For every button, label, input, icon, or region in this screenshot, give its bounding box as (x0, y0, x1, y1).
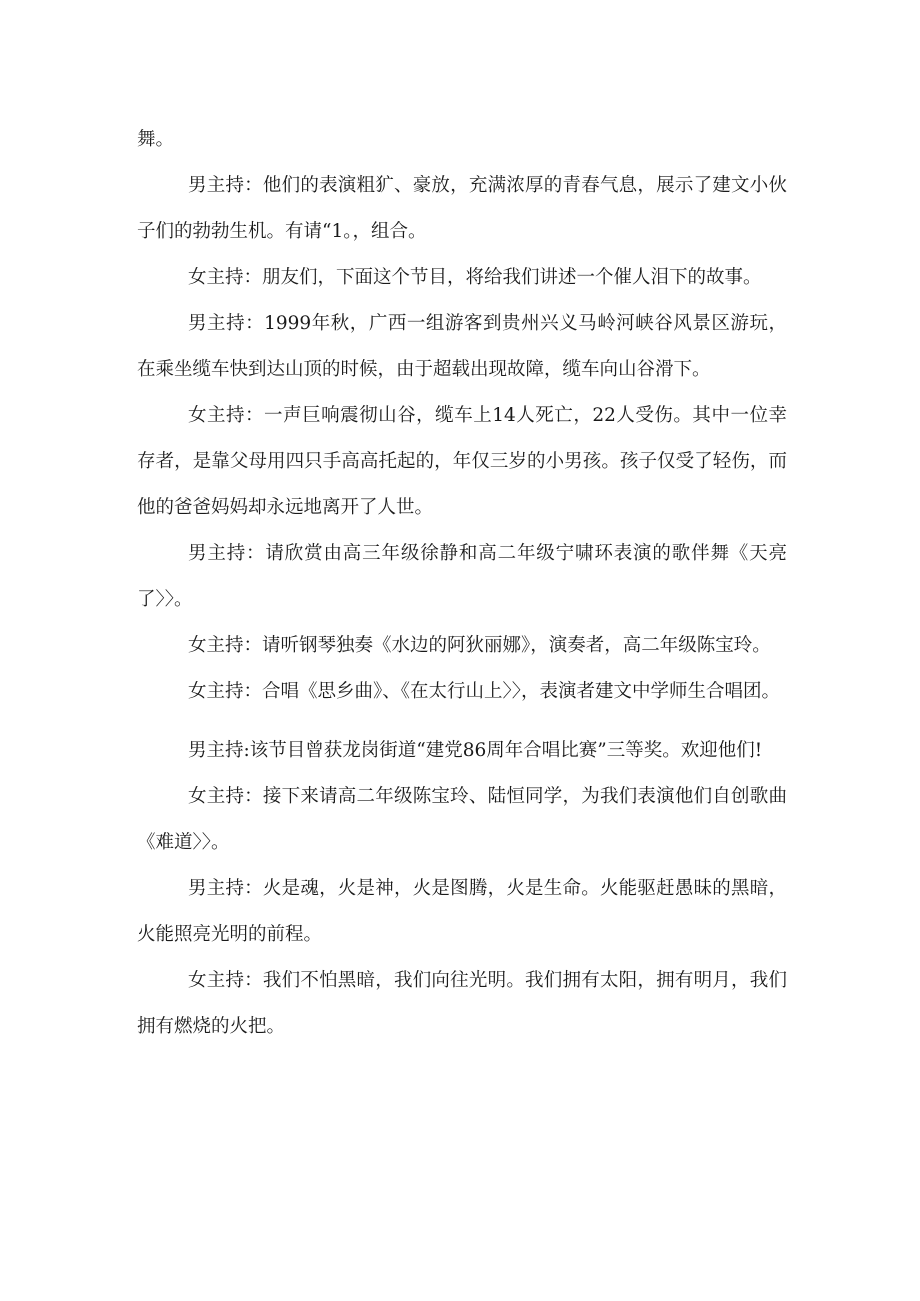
paragraph: 女主持：合唱《思乡曲》、《在太行山上〉〉，表演者建文中学师生合唱团。 (188, 681, 781, 702)
paragraph: 男主持:该节目曾获龙岗街道“建党86周年合唱比赛”三等奖。欢迎他们! (188, 740, 763, 761)
paragraph: 女主持：我们不怕黑暗，我们向往光明。我们拥有太阳，拥有明月，我们拥有燃烧的火把。 (137, 970, 787, 1037)
paragraph: 男主持：1999年秋，广西一组游客到贵州兴义马岭河峡谷风景区游玩，在乘坐缆车快到达山顶的时候，由于超载出现故障，缆车向山谷滑下。 (137, 313, 787, 380)
paragraph: 男主持：火是魂，火是神，火是图腾，火是生命。火能驱赶愚昧的黑暗，火能照亮光明的前程。 (137, 878, 787, 945)
paragraph: 舞。 (137, 129, 175, 150)
paragraph: 女主持：接下来请高二年级陈宝玲、陆恒同学，为我们表演他们自创歌曲《难道〉〉。 (137, 786, 787, 853)
paragraph: 女主持：请听钢琴独奏《水边的阿狄丽娜》，演奏者，高二年级陈宝玲。 (188, 635, 771, 656)
paragraph: 女主持：朋友们，下面这个节目，将给我们讲述一个催人泪下的故事。 (188, 267, 762, 288)
document-body (137, 117, 787, 1050)
paragraph: 男主持：请欣赏由高三年级徐静和高二年级宁啸环表演的歌伴舞《天亮了〉〉。 (137, 543, 787, 610)
paragraph: 男主持：他们的表演粗犷、豪放，充满浓厚的青春气息，展示了建文小伙子们的勃勃生机。有请“1。，组合。 (137, 175, 787, 242)
paragraph: 女主持：一声巨响震彻山谷，缆车上14人死亡，22人受伤。其中一位幸存者，是靠父母用四只手高高托起的，年仅三岁的小男孩。孩子仅受了轻伤，而他的爸爸妈妈却永远地离开了人世。 (137, 405, 787, 518)
